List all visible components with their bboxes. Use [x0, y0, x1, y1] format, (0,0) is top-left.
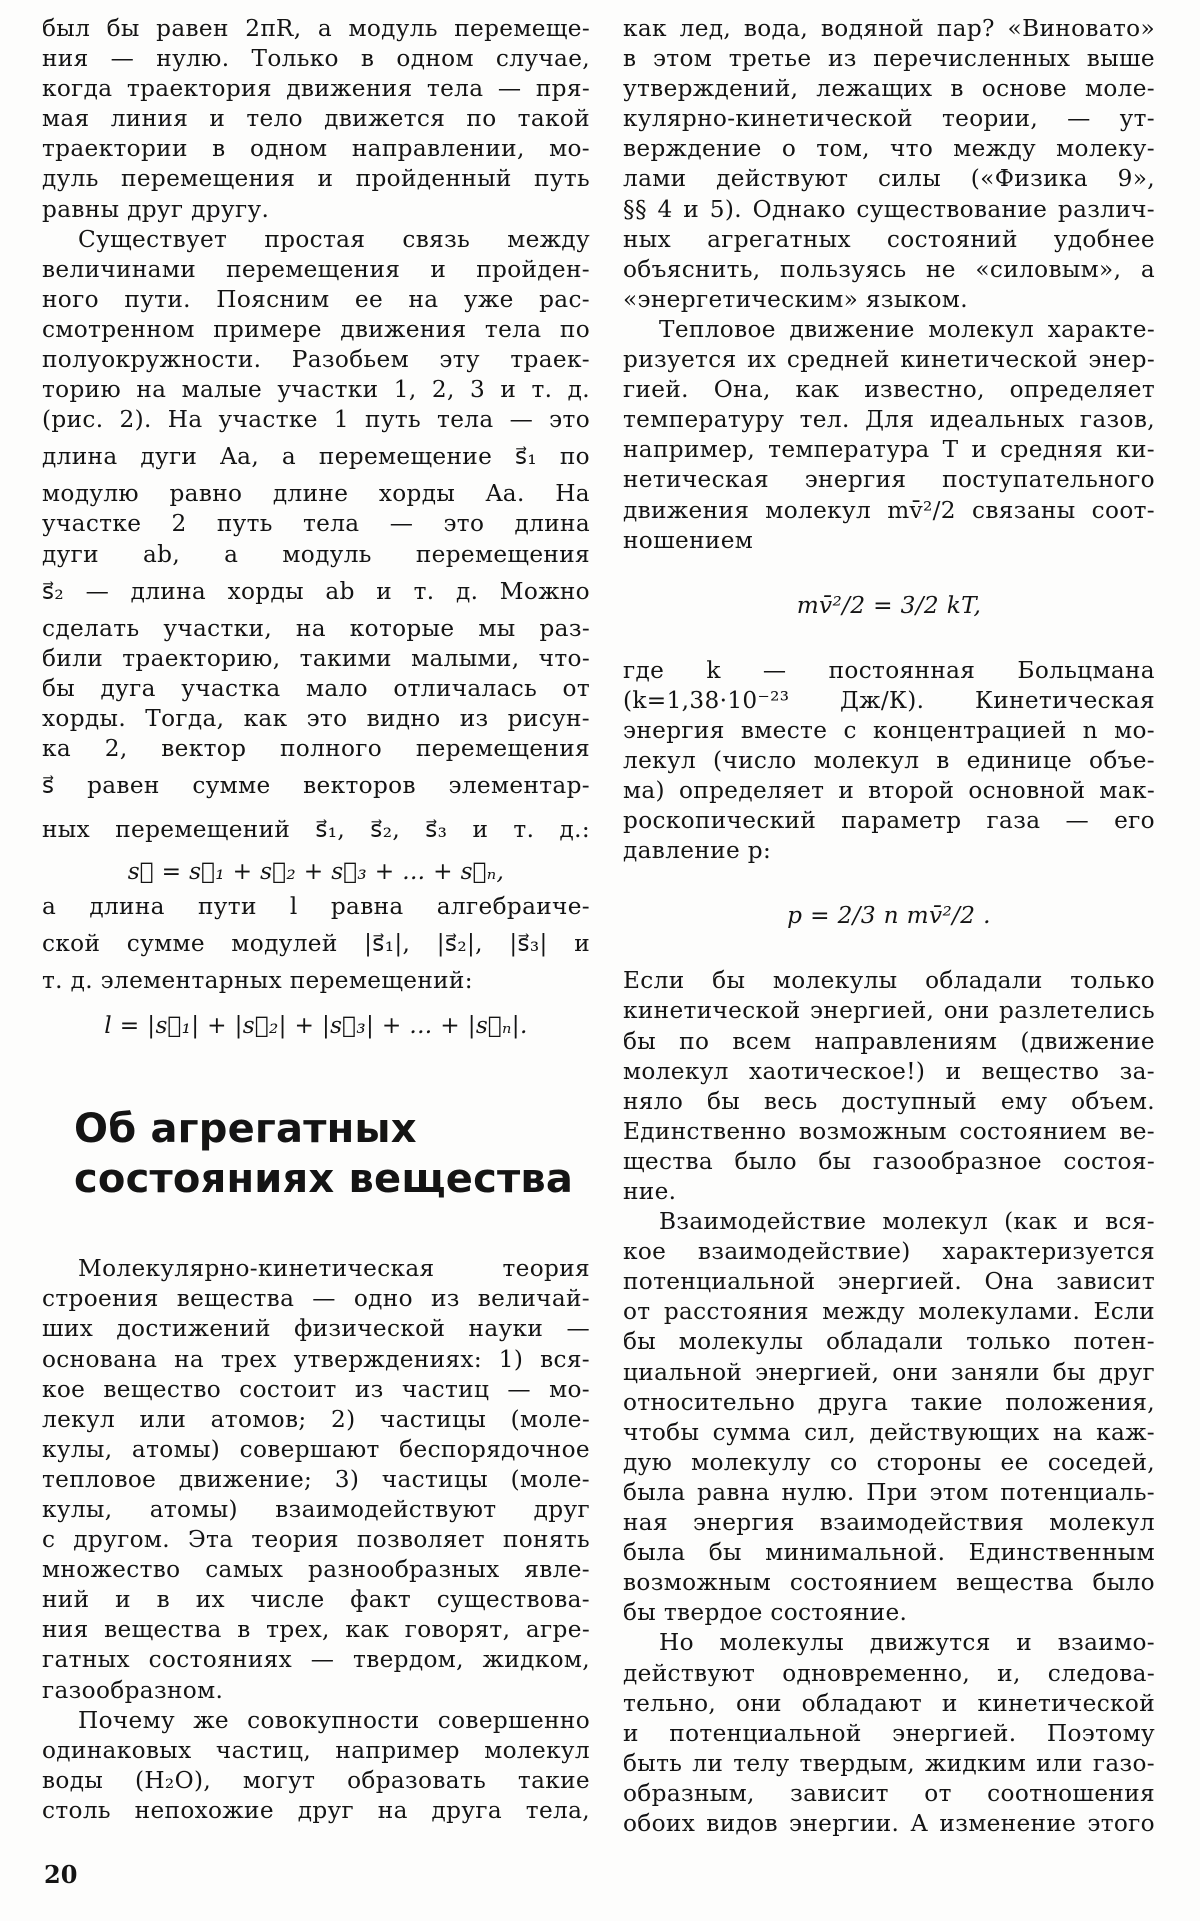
- text-line: тельно, они обладают и кинетической: [623, 1689, 1155, 1717]
- text-line: ных перемещений s⃗₁, s⃗₂, s⃗₃ и т. д.:: [42, 816, 590, 844]
- text-line: бы молекулы обладали только потен-: [623, 1328, 1155, 1356]
- paragraph: [623, 14, 1155, 315]
- text-line: лами действуют силы («Физика 9»,: [623, 165, 1155, 193]
- text-line: столь непохожие друг на друга тела,: [42, 1796, 590, 1824]
- paragraph: [42, 892, 590, 996]
- text-line: кинетической энергией, они разлетелись: [623, 997, 1155, 1025]
- text-line: ших достижений физической науки —: [42, 1315, 590, 1343]
- text-line: где k — постоянная Больцмана: [623, 656, 1155, 684]
- text-line: когда траектория движения тела — пря-: [42, 75, 590, 103]
- text-line: кое взаимодействие) характеризуется: [623, 1238, 1155, 1266]
- right-column: [623, 14, 1155, 1839]
- text-line: (рис. 2). На участке 1 путь тела — это: [42, 406, 590, 434]
- text-line: Взаимодействие молекул (как и вся-: [659, 1208, 1155, 1236]
- text-line: кулы, атомы) взаимодействуют друг: [42, 1496, 590, 1523]
- text-line: относительно друга такие положения,: [623, 1388, 1155, 1416]
- text-line: Существует простая связь между: [78, 225, 590, 253]
- text-line: была бы минимальной. Единственным: [623, 1539, 1155, 1567]
- section-heading: [74, 1104, 590, 1204]
- text-line: ние.: [623, 1178, 677, 1205]
- text-line: одинаковых частиц, например молекул: [42, 1736, 590, 1764]
- paragraph: [42, 225, 590, 852]
- text-line: хорды. Тогда, как это видно из рисун-: [42, 704, 590, 732]
- text-line: строения вещества — одно из величай-: [42, 1285, 590, 1313]
- text-line: т. д. элементарных перемещений:: [42, 967, 473, 995]
- text-line: и потенциальной энергией. Поэтому: [623, 1719, 1155, 1747]
- text-line: движения молекул mv̄²/2 связаны соот-: [623, 496, 1155, 524]
- text-line: няло бы весь доступный ему объем.: [623, 1087, 1155, 1115]
- text-line: бы по всем направлениям (движение: [623, 1027, 1155, 1055]
- text-line: верждение о том, что между молеку-: [623, 135, 1155, 163]
- text-line: модулю равно длине хорды Aa. На: [42, 480, 590, 508]
- text-line: ской сумме модулей |s⃗₁|, |s⃗₂|, |s⃗₃| и: [42, 930, 590, 958]
- text-line: Единственно возможным состоянием ве-: [623, 1117, 1155, 1145]
- text-line: величинами перемещения и пройден-: [42, 255, 590, 283]
- text-line: кулы, атомы) совершают беспорядочное: [42, 1435, 590, 1463]
- text-line: Молекулярно-кинетическая теория: [78, 1255, 590, 1283]
- text-line: кулярно-кинетической теории, — ут-: [623, 105, 1155, 133]
- text-line: как лед, вода, водяной пар? «Виновато»: [623, 15, 1155, 42]
- text-line: кое вещество состоит из частиц — мо-: [42, 1375, 590, 1403]
- text-line: Если бы молекулы обладали только: [623, 967, 1155, 995]
- formula-pressure: p = 2/3 n mv̄²/2 .: [787, 902, 991, 930]
- text-line: Почему же совокупности совершенно: [78, 1706, 590, 1734]
- text-line: возможным состоянием вещества было: [623, 1569, 1155, 1597]
- text-line: ний и в их числе факт существова-: [42, 1586, 590, 1614]
- text-line: от расстояния между молекулами. Если: [623, 1298, 1155, 1326]
- text-line: роскопический параметр газа — его: [623, 807, 1155, 835]
- formula-kinetic-energy: mv̄²/2 = 3/2 kT,: [796, 591, 982, 619]
- text-line: (k=1,38·10⁻²³ Дж/К). Кинетическая: [623, 686, 1155, 714]
- text-line: молекул хаотическое!) и вещество за-: [623, 1057, 1155, 1085]
- text-line: образным, зависит от соотношения: [623, 1779, 1155, 1807]
- text-line: нетическая энергия поступательного: [623, 466, 1155, 494]
- paragraph: [42, 14, 590, 225]
- text-line: мая линия и тело движется по такой: [42, 105, 590, 133]
- text-line: в этом третье из перечисленных выше: [623, 45, 1155, 73]
- text-line: §§ 4 и 5). Однако существование различ-: [623, 195, 1155, 223]
- text-line: быть ли телу твердым, жидким или газо-: [623, 1749, 1155, 1777]
- text-line: гатных состояниях — твердом, жидком,: [42, 1646, 590, 1674]
- text-line: щества было бы газообразное состоя-: [623, 1147, 1155, 1175]
- text-line: длина дуги Aa, а перемещение s⃗₁ по: [42, 443, 590, 471]
- text-line: чтобы сумма сил, действующих на каж-: [623, 1418, 1155, 1446]
- text-line: «энергетическим» языком.: [623, 285, 968, 313]
- text-line: ка 2, вектор полного перемещения: [42, 734, 590, 762]
- text-line: воды (H₂O), могут образовать такие: [42, 1766, 590, 1794]
- text-line: был бы равен 2πR, а модуль перемеще-: [42, 15, 590, 42]
- paragraph: [623, 656, 1155, 867]
- text-line: лекул (число молекул в единице объе-: [623, 746, 1155, 774]
- text-line: дуги ab, а модуль перемещения: [42, 540, 590, 568]
- text-line: гией. Она, как известно, определяет: [623, 376, 1155, 404]
- text-line: равны друг другу.: [42, 195, 270, 223]
- text-line: ния — нулю. Только в одном случае,: [42, 45, 590, 73]
- heading-line: Об агрегатных: [74, 1106, 417, 1153]
- paragraph: [42, 1254, 590, 1705]
- text-line: ризуется их средней кинетической энер-: [623, 346, 1155, 374]
- text-line: бы твердое состояние.: [623, 1599, 908, 1627]
- text-line: основана на трех утверждениях: 1) вся-: [42, 1345, 590, 1373]
- text-line: бы дуга участка мало отличалась от: [42, 674, 590, 702]
- text-line: лекул или атомов; 2) частицы (моле-: [42, 1405, 590, 1433]
- text-line: а длина пути l равна алгебраиче-: [42, 893, 590, 921]
- text-line: полуокружности. Разобьем эту траек-: [42, 346, 590, 374]
- text-line: ного пути. Поясним ее на уже рас-: [42, 285, 590, 313]
- formula-path-length: l = |s⃗₁| + |s⃗₂| + |s⃗₃| + ... + |s⃗ₙ|.: [104, 1012, 528, 1040]
- text-line: дуль перемещения и пройденный путь: [42, 165, 590, 193]
- text-line: например, температура T и средняя ки-: [623, 436, 1155, 464]
- formula-vector-sum: s⃗ = s⃗₁ + s⃗₂ + s⃗₃ + ... + s⃗ₙ,: [127, 858, 505, 886]
- text-line: давление p:: [623, 837, 772, 865]
- paragraph: [623, 1207, 1155, 1628]
- text-line: была равна нулю. При этом потенциаль-: [623, 1478, 1155, 1506]
- paragraph: [623, 1628, 1155, 1839]
- text-line: действуют одновременно, и, следова-: [623, 1659, 1155, 1687]
- text-line: участке 2 путь тела — это длина: [42, 510, 590, 538]
- text-line: били траекторию, такими малыми, что-: [42, 644, 590, 672]
- left-column: [42, 14, 590, 1826]
- paragraph: [623, 966, 1155, 1207]
- text-line: с другом. Эта теория позволяет понять: [42, 1526, 590, 1554]
- paragraph: [623, 315, 1155, 556]
- text-line: ния вещества в трех, как говорят, агре-: [42, 1616, 590, 1644]
- text-line: утверждений, лежащих в основе моле-: [623, 75, 1155, 103]
- text-line: торию на малые участки 1, 2, 3 и т. д.: [42, 376, 590, 404]
- text-line: s⃗₂ — длина хорды ab и т. д. Можно: [42, 577, 590, 605]
- text-line: энергия вместе с концентрацией n мо-: [623, 716, 1155, 744]
- text-line: тепловое движение; 3) частицы (моле-: [42, 1465, 590, 1493]
- text-line: циальной энергией, они заняли бы друг: [623, 1358, 1155, 1386]
- text-line: смотренном примере движения тела по: [42, 315, 590, 343]
- text-line: ная энергия взаимодействия молекул: [623, 1509, 1155, 1537]
- text-line: температуру тел. Для идеальных газов,: [623, 406, 1155, 434]
- text-line: ма) определяет и второй основной мак-: [623, 777, 1155, 805]
- heading-line: состояниях вещества: [74, 1156, 574, 1203]
- text-line: объяснить, пользуясь не «силовым», а: [623, 255, 1155, 283]
- text-line: Тепловое движение молекул характе-: [659, 315, 1155, 343]
- page-number: 20: [44, 1860, 78, 1889]
- text-line: ношением: [623, 526, 754, 554]
- text-line: дую молекулу со стороны ее соседей,: [623, 1448, 1155, 1476]
- text-line: сделать участки, на которые мы раз-: [42, 614, 590, 642]
- text-line: Но молекулы движутся и взаимо-: [659, 1629, 1155, 1657]
- text-line: потенциальной энергией. Она зависит: [623, 1268, 1155, 1296]
- text-line: ных агрегатных состояний удобнее: [623, 225, 1155, 253]
- paragraph: [42, 1706, 590, 1826]
- text-line: s⃗ равен сумме векторов элементар-: [42, 772, 590, 800]
- text-line: множество самых разнообразных явле-: [42, 1556, 590, 1584]
- text-line: траектории в одном направлении, мо-: [42, 135, 590, 163]
- text-line: обоих видов энергии. А изменение этого: [623, 1809, 1155, 1837]
- text-line: газообразном.: [42, 1676, 224, 1704]
